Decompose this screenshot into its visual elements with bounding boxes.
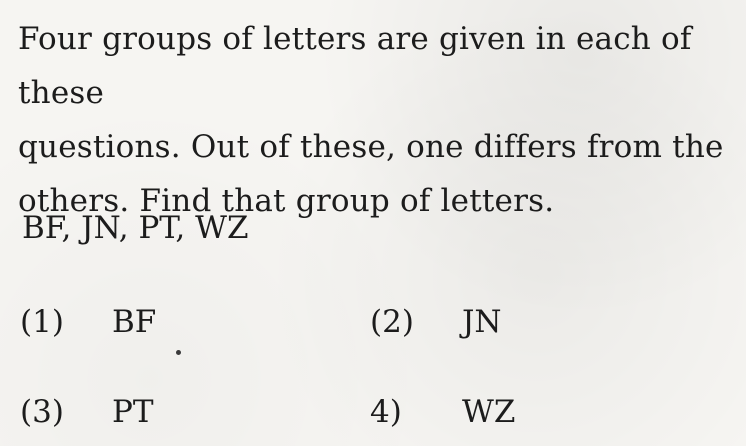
- question-line-3: others. Find that group of letters.: [18, 183, 555, 219]
- option-3-value: PT: [112, 394, 154, 430]
- option-1[interactable]: [20, 300, 156, 344]
- option-4-value: WZ: [462, 394, 516, 430]
- option-2-number: (2): [370, 304, 414, 340]
- question-text: [18, 12, 738, 228]
- option-4[interactable]: [370, 390, 515, 434]
- print-speck: [176, 350, 181, 355]
- option-3[interactable]: [20, 390, 154, 434]
- option-1-number: (1): [20, 304, 64, 340]
- option-1-value: BF: [112, 304, 157, 340]
- option-3-number: (3): [20, 394, 64, 430]
- option-2[interactable]: [370, 300, 502, 344]
- question-line-1: Four groups of letters are given in each of these: [18, 21, 692, 111]
- letter-sequence: BF, JN, PT, WZ: [22, 210, 249, 246]
- answer-options: [20, 294, 720, 434]
- option-2-value: JN: [462, 304, 502, 340]
- option-4-number: 4): [370, 394, 402, 430]
- question-line-2: questions. Out of these, one differs from the: [18, 129, 724, 165]
